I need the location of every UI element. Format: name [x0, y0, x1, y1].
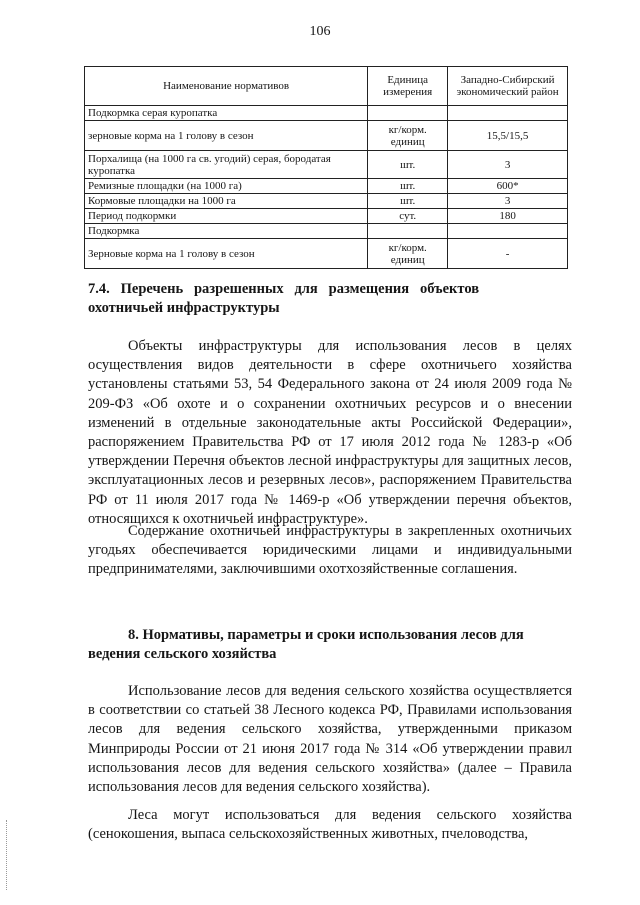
norms-table [84, 66, 568, 269]
cell-name: Кормовые площадки на 1000 га [85, 194, 368, 209]
cell-value: 600* [448, 179, 568, 194]
page-number: 106 [309, 24, 331, 39]
table-row [85, 106, 568, 121]
cell-unit [368, 106, 448, 121]
cell-name: зерновые корма на 1 голову в сезон [85, 121, 368, 151]
cell-unit: сут. [368, 209, 448, 224]
cell-value: 180 [448, 209, 568, 224]
section-7-4-paragraph-2: Содержание охотничьей инфраструктуры в закрепленных охотничьих угодьях обеспечивается юридическими лицами и индивидуальными предпринимателями, заключившими охотхозяйственные соглашения. [88, 523, 572, 578]
cell-value [448, 224, 568, 239]
section-8-title-line2: ведения сельского хозяйства [88, 646, 277, 662]
section-7-4-heading [88, 280, 572, 318]
cell-value: 3 [448, 151, 568, 179]
table-row [85, 121, 568, 151]
table-row [85, 194, 568, 209]
section-7-4-title-line2: охотничьей инфраструктуры [88, 300, 280, 316]
cell-unit [368, 224, 448, 239]
section-8-paragraph-1: Использование лесов для ведения сельского хозяйства осуществляется в соответствии со статьей 38 Лесного кодекса РФ, Правилами использования лесов для ведения сельского хозяйства, утвержденными приказом Минприроды России от 21 июня 2017 года № 314 «Об утверждении правил использования лесов для ведения сельского хозяйства» (далее – Правила использования лесов для ведения сельского хозяйства). [88, 683, 572, 796]
cell-name: Подкормка серая куропатка [85, 106, 368, 121]
table-row [85, 151, 568, 179]
cell-value: 3 [448, 194, 568, 209]
margin-mark [6, 820, 8, 890]
section-8-paragraph-2: Леса могут использоваться для ведения сельского хозяйства (сенокошения, выпаса сельскохозяйственных животных, пчеловодства, [88, 807, 572, 843]
cell-name: Порхалища (на 1000 га св. угодий) серая, бородатая куропатка [85, 151, 368, 179]
cell-name: Зерновые корма на 1 голову в сезон [85, 239, 368, 269]
table-row [85, 179, 568, 194]
cell-name: Подкормка [85, 224, 368, 239]
header-name: Наименование нормативов [85, 67, 368, 106]
cell-value: 15,5/15,5 [448, 121, 568, 151]
section-8-heading [88, 626, 572, 664]
section-7-4-title-line1: 7.4. Перечень разрешенных для размещения объектов [88, 281, 480, 297]
cell-value: - [448, 239, 568, 269]
cell-unit: кг/корм. единиц [368, 121, 448, 151]
cell-value [448, 106, 568, 121]
header-unit: Единица измерения [368, 67, 448, 106]
table-header-row [85, 67, 568, 106]
cell-name: Период подкормки [85, 209, 368, 224]
table-row [85, 209, 568, 224]
cell-unit: шт. [368, 151, 448, 179]
cell-unit: кг/корм. единиц [368, 239, 448, 269]
cell-unit: шт. [368, 179, 448, 194]
cell-name: Ремизные площадки (на 1000 га) [85, 179, 368, 194]
table-row [85, 239, 568, 269]
section-8-title-line1: 8. Нормативы, параметры и сроки использования лесов для [128, 627, 524, 643]
table-row [85, 224, 568, 239]
header-region: Западно-Сибирский экономический район [448, 67, 568, 106]
section-7-4-paragraph-1: Объекты инфраструктуры для использования лесов в целях осуществления видов деятельности в сфере охотничьего хозяйства установлены статьями 53, 54 Федерального закона от 24 июля 2009 года № 209-ФЗ «Об охоте и о сохранении охотничьих ресурсов и о внесении изменений в отдельные законодательные акты Российской Федерации», распоряжением Правительства РФ от 17 июля 2012 года № 1283-р «Об утверждении Перечня объектов лесной инфраструктуры для защитных лесов, эксплуатационных лесов и резервных лесов», распоряжением Правительства РФ от 11 июля 2017 года № 1469-р «Об утверждении перечня объектов, относящихся к охотничьей инфраструктуре». [88, 338, 572, 527]
cell-unit: шт. [368, 194, 448, 209]
